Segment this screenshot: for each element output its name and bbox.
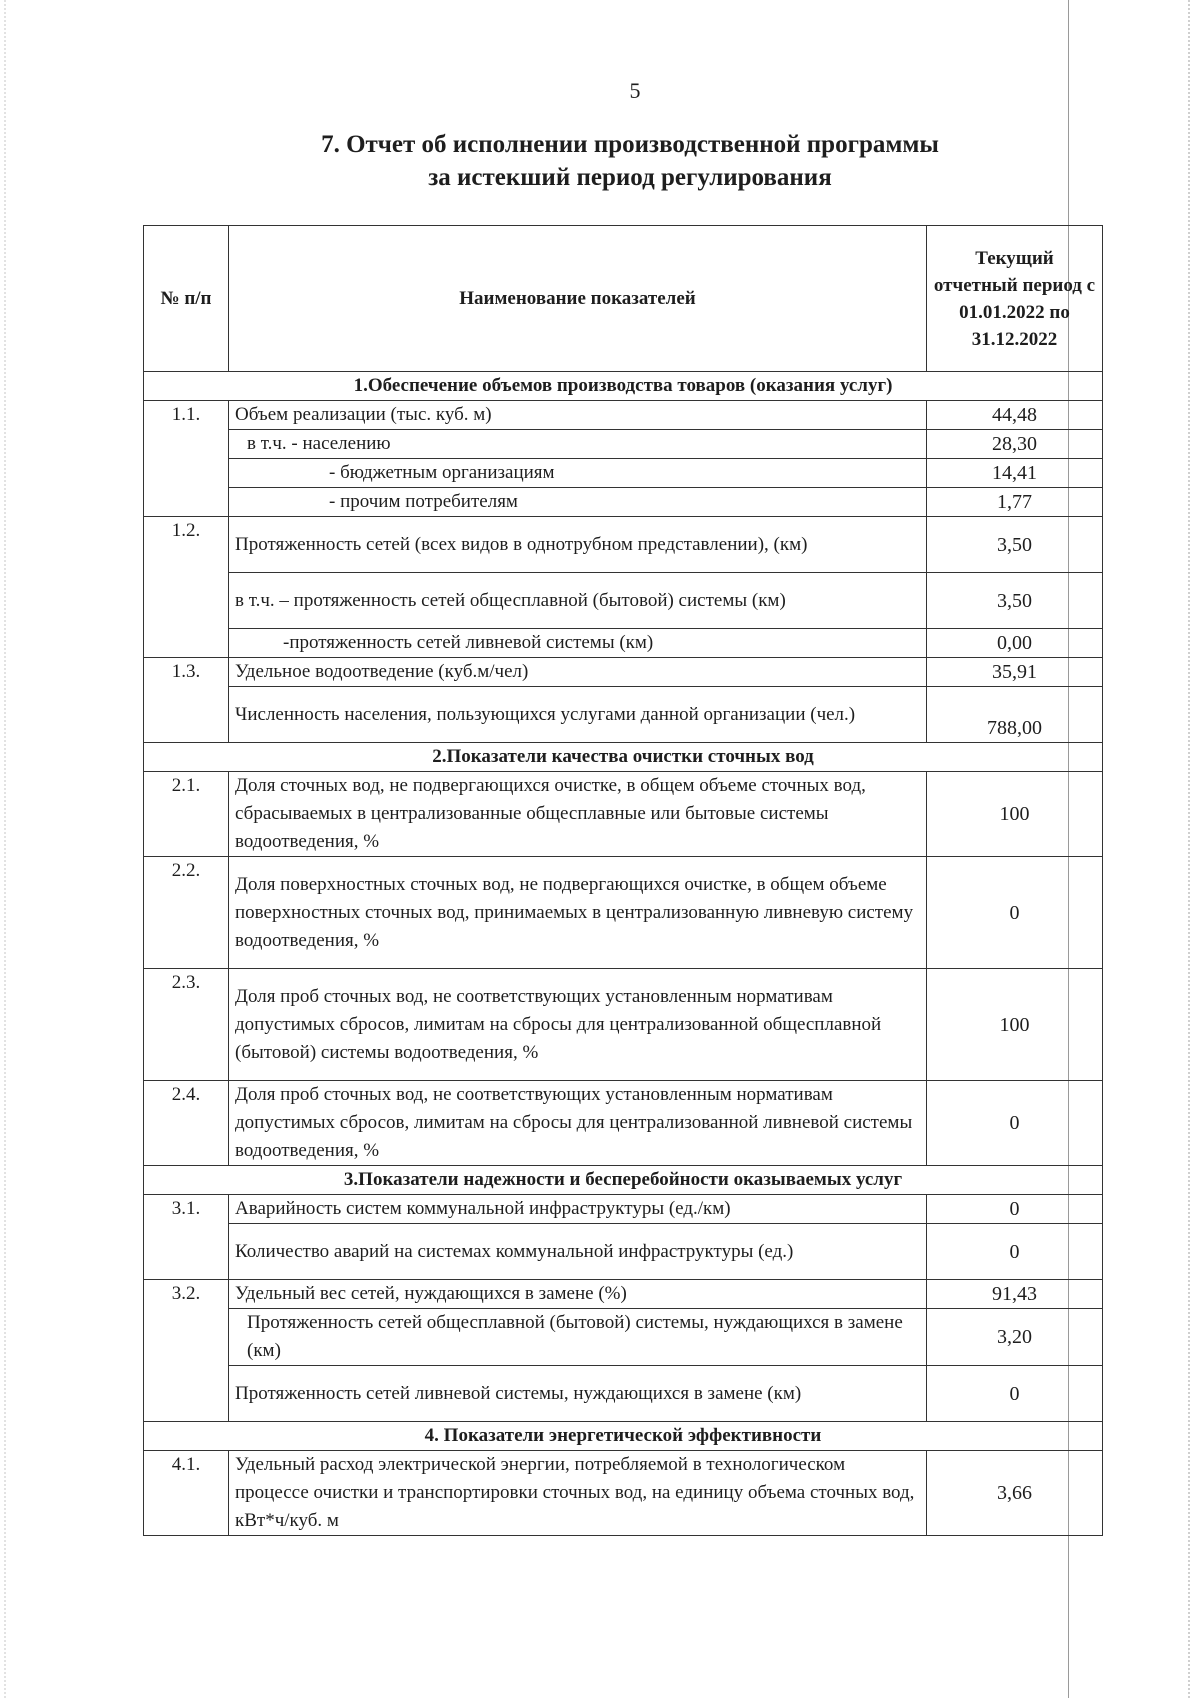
row-name: Доля проб сточных вод, не соответствующих установленным нормативам допустимых сбросов, лимитам на сбросы для централизованной общесплавной (бытовой) системы водоотведения, % [229,969,927,1081]
header-row [144,226,1103,372]
row-num: 2.2. [144,857,229,969]
row-value: 35,91 [927,658,1103,687]
row-value: 14,41 [927,459,1103,488]
section-row [144,1422,1103,1451]
row-num: 4.1. [144,1451,229,1536]
section-title: 2.Показатели качества очистки сточных вод [144,743,1103,772]
table-row [144,772,1103,857]
table-row [144,1081,1103,1166]
table-row [144,573,1103,629]
row-num: 1.3. [144,658,229,743]
row-value: 3,50 [927,573,1103,629]
row-name: Объем реализации (тыс. куб. м) [229,401,927,430]
row-value: 0 [927,857,1103,969]
row-value: 0 [927,1195,1103,1224]
row-value: 100 [927,772,1103,857]
row-value: 28,30 [927,430,1103,459]
page-number: 5 [629,78,641,103]
header-num: № п/п [144,226,229,372]
table-row [144,629,1103,658]
row-name: Аварийность систем коммунальной инфраструктуры (ед./км) [229,1195,927,1224]
table-row [144,1224,1103,1280]
title-line-1: 7. Отчет об исполнении производственной программы [321,131,939,158]
section-row [144,372,1103,401]
row-num: 1.1. [144,401,229,517]
section-row [144,1166,1103,1195]
row-value: 44,48 [927,401,1103,430]
report-table [143,225,1103,1536]
table-row [144,687,1103,743]
section-row [144,743,1103,772]
row-name: Количество аварий на системах коммунальной инфраструктуры (ед.) [229,1224,927,1280]
table-row [144,1309,1103,1366]
row-value: 91,43 [927,1280,1103,1309]
row-value: 3,66 [927,1451,1103,1536]
table-row [144,969,1103,1081]
table-row [144,488,1103,517]
table-row [144,1451,1103,1536]
row-name: в т.ч. – протяженность сетей общесплавной (бытовой) системы (км) [229,573,927,629]
row-value: 788,00 [927,687,1103,743]
table-row [144,1366,1103,1422]
row-name: Протяженность сетей ливневой системы, нуждающихся в замене (км) [229,1366,927,1422]
page-title [170,128,1090,194]
row-value: 3,50 [927,517,1103,573]
row-num: 1.2. [144,517,229,658]
row-name: Доля сточных вод, не подвергающихся очистке, в общем объеме сточных вод, сбрасываемых в централизованные общесплавные или бытовые системы водоотведения, % [229,772,927,857]
row-name: в т.ч. - населению [229,430,927,459]
section-title: 4. Показатели энергетической эффективности [144,1422,1103,1451]
table-row [144,459,1103,488]
table-row [144,1195,1103,1224]
section-title: 3.Показатели надежности и бесперебойности оказываемых услуг [144,1166,1103,1195]
row-name: Доля проб сточных вод, не соответствующих установленным нормативам допустимых сбросов, лимитам на сбросы для централизованной ливневой системы водоотведения, % [229,1081,927,1166]
row-name: - бюджетным организациям [229,459,927,488]
row-num: 3.1. [144,1195,229,1280]
row-value: 0,00 [927,629,1103,658]
table-row [144,401,1103,430]
row-name: Численность населения, пользующихся услугами данной организации (чел.) [229,687,927,743]
row-value: 0 [927,1224,1103,1280]
row-name: - прочим потребителям [229,488,927,517]
scan-edge-left [4,0,6,1698]
scan-edge-right [1188,0,1190,1698]
row-value: 1,77 [927,488,1103,517]
row-num: 3.2. [144,1280,229,1422]
row-value: 0 [927,1366,1103,1422]
header-name: Наименование показателей [229,226,927,372]
table-row [144,430,1103,459]
row-value: 0 [927,1081,1103,1166]
row-name: -протяженность сетей ливневой системы (км) [229,629,927,658]
row-name: Протяженность сетей (всех видов в однотрубном представлении), (км) [229,517,927,573]
header-value: Текущий отчетный период с 01.01.2022 по 31.12.2022 [927,226,1103,372]
row-num: 2.3. [144,969,229,1081]
table-row [144,517,1103,573]
row-value: 100 [927,969,1103,1081]
section-title: 1.Обеспечение объемов производства товаров (оказания услуг) [144,372,1103,401]
table-row [144,857,1103,969]
table-row [144,1280,1103,1309]
row-name: Протяженность сетей общесплавной (бытовой) системы, нуждающихся в замене (км) [229,1309,927,1366]
row-name: Удельный вес сетей, нуждающихся в замене (%) [229,1280,927,1309]
row-name: Доля поверхностных сточных вод, не подвергающихся очистке, в общем объеме поверхностных сточных вод, принимаемых в централизованную ливневую систему водоотведения, % [229,857,927,969]
row-num: 2.4. [144,1081,229,1166]
row-name: Удельное водоотведение (куб.м/чел) [229,658,927,687]
row-value: 3,20 [927,1309,1103,1366]
title-line-2: за истекший период регулирования [428,164,832,191]
row-name: Удельный расход электрической энергии, потребляемой в технологическом процессе очистки и транспортировки сточных вод, на единицу объема сточных вод, кВт*ч/куб. м [229,1451,927,1536]
table-row [144,658,1103,687]
row-num: 2.1. [144,772,229,857]
